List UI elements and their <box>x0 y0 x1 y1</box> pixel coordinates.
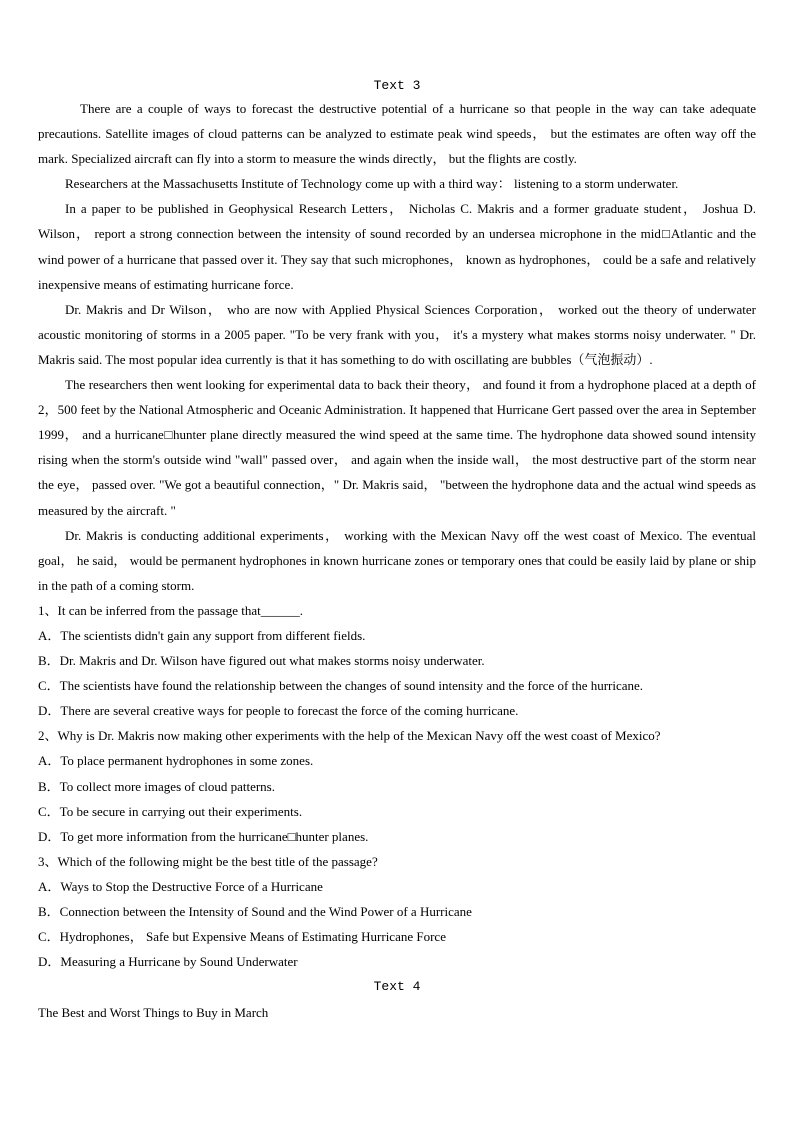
text3-paragraph-5: The researchers then went looking for experimental data to back their theory， and found it from a hydrophone placed at a depth of 2，500 feet by the National Atmospheric and Oceanic Administration. It happened that Hurricane Gert passed over the area in September 1999， and a hurricane□hunter plane directly measured the wind speed at the same time. The hydrophone data showed sound intensity rising when the storm's outside wind "wall" passed over， and again when the inside wall， the most destructive part of the storm near the eye， passed over. "We got a beautiful connection，" Dr. Makris said， "between the hydrophone data and the actual wind speeds as measured by the aircraft. " <box>38 377 756 518</box>
text3-paragraph-3: In a paper to be published in Geophysical Research Letters， Nicholas C. Makris and a former graduate student， Joshua D. Wilson， report a strong connection between the intensity of sound recorded by an undersea microphone in the mid□Atlantic and the wind power of a hurricane that passed over it. They say that such microphones， known as hydrophones， could be a safe and relatively inexpensive means of estimating hurricane force. <box>38 201 756 292</box>
text3-paragraph-2: Researchers at the Massachusetts Institute of Technology come up with a third way： listening to a storm underwater. <box>65 176 679 192</box>
question-1-stem: 1、It can be inferred from the passage that______. <box>38 602 303 618</box>
question-3-option-d: D．Measuring a Hurricane by Sound Underwater <box>38 954 298 970</box>
question-1-option-b: B．Dr. Makris and Dr. Wilson have figured out what makes storms noisy underwater. <box>38 653 485 669</box>
text4-title: The Best and Worst Things to Buy in March <box>38 1005 269 1021</box>
text3-paragraph-6: Dr. Makris is conducting additional experiments， working with the Mexican Navy off the west coast of Mexico. The eventual goal， he said， would be permanent hydrophones in known hurricane zones or temporary ones that could be easily laid by plane or ship in the path of a coming storm. <box>38 527 756 593</box>
question-2 <box>38 723 756 848</box>
question-2-option-a: A．To place permanent hydrophones in some zones. <box>38 753 314 769</box>
question-2-option-d: D．To get more information from the hurricane□hunter planes. <box>38 828 369 844</box>
question-3-option-b: B．Connection between the Intensity of Sound and the Wind Power of a Hurricane <box>38 904 472 919</box>
document-page <box>38 76 756 1025</box>
question-2-stem: 2、Why is Dr. Makris now making other experiments with the help of the Mexican Navy off the west coast of Mexico? <box>38 728 661 744</box>
text3-heading: Text 3 <box>373 78 421 93</box>
question-3-stem: 3、Which of the following might be the best title of the passage? <box>38 853 378 869</box>
question-3-option-a: A．Ways to Stop the Destructive Force of a Hurricane <box>38 878 323 894</box>
question-2-option-b: B．To collect more images of cloud patterns. <box>38 778 275 794</box>
question-3-option-c: C．Hydrophones， Safe but Expensive Means of Estimating Hurricane Force <box>38 929 446 945</box>
question-1-option-a: A．The scientists didn't gain any support from different fields. <box>38 627 366 643</box>
text3-paragraph-1: There are a couple of ways to forecast the destructive potential of a hurricane so that people in the way can take adequate precautions. Satellite images of cloud patterns can be analyzed to estimate peak wind speeds， but the estimates are often way off the mark. Specialized aircraft can fly into a storm to measure the winds directly， but the flights are costly. <box>38 101 756 167</box>
question-1 <box>38 598 756 723</box>
question-1-option-d: D．There are several creative ways for people to forecast the force of the coming hurricane. <box>38 703 519 719</box>
text4-heading: Text 4 <box>373 979 421 995</box>
question-3 <box>38 849 756 974</box>
question-2-option-c: C．To be secure in carrying out their experiments. <box>38 803 303 819</box>
text3-paragraph-4: Dr. Makris and Dr Wilson， who are now with Applied Physical Sciences Corporation， worked out the theory of underwater acoustic monitoring of storms in a 2005 paper. "To be very frank with you， it's a mystery what makes storms noisy underwater. " Dr. Makris said. The most popular idea currently is that it has something to do with oscillating are bubbles（气泡振动）. <box>38 301 756 367</box>
question-1-option-c: C．The scientists have found the relationship between the changes of sound intensity and the force of the hurricane. <box>38 678 644 694</box>
